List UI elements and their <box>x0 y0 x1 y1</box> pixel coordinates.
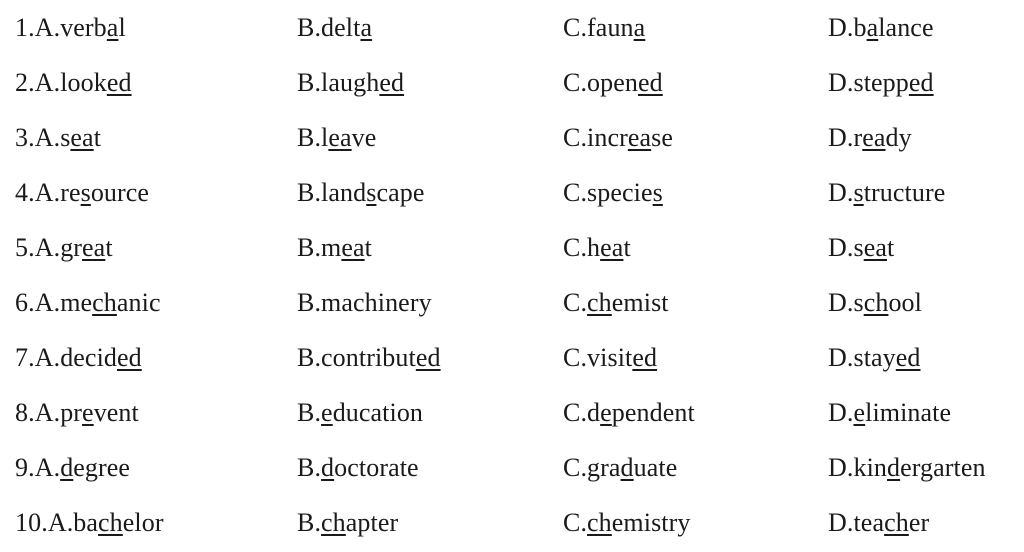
option-word <box>853 288 922 317</box>
underlined-sound: ed <box>908 68 934 97</box>
underlined-sound: ch <box>92 288 117 317</box>
word-part: se <box>651 123 674 152</box>
option-word <box>60 68 131 97</box>
option-9c <box>563 448 677 488</box>
word-part: decid <box>60 343 117 372</box>
option-1d <box>828 8 934 48</box>
underlined-sound: ea <box>328 123 352 152</box>
option-7a <box>15 338 142 378</box>
word-part: ducation <box>332 398 424 427</box>
underlined-sound: ea <box>600 233 624 262</box>
word-part: stepp <box>853 68 909 97</box>
word-part: faun <box>587 13 634 42</box>
word-part: t <box>93 123 102 152</box>
option-8d <box>828 393 951 433</box>
option-3d <box>828 118 912 158</box>
underlined-sound: ch <box>321 508 346 537</box>
word-part: specie <box>587 178 653 207</box>
option-letter: C. <box>563 13 588 42</box>
word-part: emist <box>611 288 669 317</box>
option-10d <box>828 503 929 543</box>
option-letter: B. <box>297 288 322 317</box>
option-letter: C. <box>563 178 588 207</box>
option-word <box>587 233 631 262</box>
option-4b <box>297 173 424 213</box>
option-word <box>587 288 669 317</box>
word-part: delt <box>321 13 361 42</box>
option-letter: A. <box>47 508 74 537</box>
option-3c <box>563 118 673 158</box>
word-part: anic <box>116 288 161 317</box>
question-number: 7. <box>15 343 35 372</box>
question-row-5 <box>0 228 1024 268</box>
option-letter: D. <box>828 343 854 372</box>
word-part: ve <box>351 123 377 152</box>
option-2a <box>15 63 132 103</box>
question-row-6 <box>0 283 1024 323</box>
option-letter: A. <box>34 453 61 482</box>
question-number: 3. <box>15 123 35 152</box>
word-part: t <box>886 233 895 262</box>
question-number: 8. <box>15 398 35 427</box>
word-part: dy <box>885 123 912 152</box>
option-10a <box>15 503 164 543</box>
option-word <box>60 398 139 427</box>
word-part: gr <box>60 233 83 262</box>
option-letter: D. <box>828 178 854 207</box>
option-word <box>853 343 920 372</box>
option-2b <box>297 63 404 103</box>
underlined-sound: e <box>853 398 866 427</box>
word-part: t <box>364 233 372 262</box>
word-part: land <box>321 178 367 207</box>
option-word <box>587 123 673 152</box>
word-part: apter <box>345 508 399 537</box>
option-letter: D. <box>828 508 854 537</box>
question-number: 5. <box>15 233 35 262</box>
option-word <box>853 68 933 97</box>
underlined-sound: ea <box>863 233 887 262</box>
option-word <box>853 233 894 262</box>
option-word <box>587 453 677 482</box>
option-8b <box>297 393 423 433</box>
option-10c <box>563 503 690 543</box>
question-row-8 <box>0 393 1024 433</box>
option-8c <box>563 393 695 433</box>
underlined-sound: e <box>321 398 333 427</box>
option-word <box>321 178 424 207</box>
option-letter: D. <box>828 398 854 427</box>
word-part: gra <box>587 453 621 482</box>
word-part: me <box>60 288 93 317</box>
question-row-1 <box>0 8 1024 48</box>
underlined-sound: a <box>360 13 373 42</box>
option-5a <box>15 228 113 268</box>
word-part: ool <box>888 288 922 317</box>
option-word <box>60 13 126 42</box>
underlined-sound: d <box>321 453 335 482</box>
word-part: kin <box>853 453 888 482</box>
question-row-2 <box>0 63 1024 103</box>
underlined-sound: ch <box>587 288 612 317</box>
question-row-3 <box>0 118 1024 158</box>
option-8a <box>15 393 139 433</box>
option-letter: A. <box>34 13 61 42</box>
option-5d <box>828 228 894 268</box>
underlined-sound: s <box>652 178 663 207</box>
option-3b <box>297 118 376 158</box>
option-9a <box>15 448 130 488</box>
option-6c <box>563 283 669 323</box>
option-word <box>321 343 441 372</box>
question-number: 4. <box>15 178 35 207</box>
word-part: l <box>321 123 329 152</box>
option-word <box>587 13 645 42</box>
option-word <box>321 68 404 97</box>
option-word <box>853 13 933 42</box>
question-row-9 <box>0 448 1024 488</box>
option-letter: D. <box>828 288 854 317</box>
option-9b <box>297 448 419 488</box>
word-part: l <box>118 13 126 42</box>
word-part: laugh <box>321 68 380 97</box>
option-6d <box>828 283 922 323</box>
word-part: cape <box>376 178 425 207</box>
option-letter: B. <box>297 68 322 97</box>
option-letter: A. <box>34 178 61 207</box>
word-part: ergarten <box>900 453 986 482</box>
option-6a <box>15 283 161 323</box>
option-2c <box>563 63 663 103</box>
option-word <box>321 13 372 42</box>
underlined-sound: ea <box>82 233 106 262</box>
question-number: 10. <box>15 508 48 537</box>
word-part: b <box>853 13 867 42</box>
option-1b <box>297 8 372 48</box>
option-letter: A. <box>34 68 61 97</box>
option-letter: B. <box>297 453 322 482</box>
option-letter: C. <box>563 343 588 372</box>
option-letter: C. <box>563 453 588 482</box>
underlined-sound: ch <box>884 508 909 537</box>
word-part: liminate <box>865 398 952 427</box>
question-number: 9. <box>15 453 35 482</box>
underlined-sound: ed <box>379 68 405 97</box>
option-letter: B. <box>297 508 322 537</box>
option-word <box>73 508 163 537</box>
option-letter: C. <box>563 288 588 317</box>
underlined-sound: ch <box>98 508 123 537</box>
option-3a <box>15 118 101 158</box>
question-row-4 <box>0 173 1024 213</box>
underlined-sound: ed <box>632 343 658 372</box>
option-6b <box>297 283 432 323</box>
option-letter: D. <box>828 68 854 97</box>
option-word <box>321 508 398 537</box>
word-part: d <box>587 398 601 427</box>
word-part: emistry <box>611 508 691 537</box>
word-part: machinery <box>321 288 432 317</box>
word-part: r <box>853 123 863 152</box>
word-part: lance <box>878 13 934 42</box>
word-part: ource <box>90 178 150 207</box>
option-9d <box>828 448 986 488</box>
word-part: visit <box>587 343 633 372</box>
option-letter: C. <box>563 398 588 427</box>
underlined-sound: e <box>82 398 94 427</box>
option-word <box>60 178 149 207</box>
option-letter: C. <box>563 508 588 537</box>
option-word <box>587 178 663 207</box>
option-4d <box>828 173 945 213</box>
underlined-sound: ch <box>587 508 612 537</box>
question-row-7 <box>0 338 1024 378</box>
option-word <box>853 123 911 152</box>
option-letter: A. <box>34 343 61 372</box>
underlined-sound: ed <box>415 343 441 372</box>
option-letter: C. <box>563 123 588 152</box>
word-part: h <box>587 233 601 262</box>
word-part: re <box>60 178 81 207</box>
underlined-sound: ea <box>70 123 94 152</box>
underlined-sound: a <box>106 13 119 42</box>
option-5c <box>563 228 631 268</box>
underlined-sound: a <box>633 13 646 42</box>
option-word <box>853 398 951 427</box>
option-7d <box>828 338 921 378</box>
option-word <box>60 233 112 262</box>
option-letter: D. <box>828 233 854 262</box>
underlined-sound: ch <box>863 288 889 317</box>
word-part: er <box>908 508 930 537</box>
word-part: s <box>60 123 71 152</box>
underlined-sound: d <box>620 453 634 482</box>
underlined-sound: ea <box>341 233 365 262</box>
underlined-sound: s <box>853 178 864 207</box>
option-letter: C. <box>563 68 588 97</box>
option-2d <box>828 63 934 103</box>
word-part: pendent <box>611 398 695 427</box>
option-word <box>587 508 690 537</box>
word-part: s <box>853 233 864 262</box>
question-number: 6. <box>15 288 35 317</box>
question-number: 1. <box>15 13 35 42</box>
option-letter: C. <box>563 233 588 262</box>
option-word <box>60 288 160 317</box>
option-1a <box>15 8 126 48</box>
word-part: tructure <box>863 178 946 207</box>
option-word <box>321 453 419 482</box>
option-word <box>853 178 945 207</box>
option-word <box>587 343 657 372</box>
option-word <box>321 398 423 427</box>
underlined-sound: d <box>60 453 74 482</box>
underlined-sound: ed <box>895 343 921 372</box>
word-part: uate <box>633 453 678 482</box>
option-letter: A. <box>34 123 61 152</box>
option-word <box>321 288 432 317</box>
word-part: pr <box>60 398 83 427</box>
option-letter: B. <box>297 123 322 152</box>
underlined-sound: ed <box>106 68 132 97</box>
option-letter: D. <box>828 13 854 42</box>
word-part: contribut <box>321 343 416 372</box>
word-part: t <box>623 233 631 262</box>
word-part: elor <box>122 508 164 537</box>
option-word <box>587 68 663 97</box>
option-letter: A. <box>34 288 61 317</box>
word-part: vent <box>93 398 139 427</box>
word-part: m <box>321 233 342 262</box>
option-word <box>587 398 695 427</box>
option-letter: B. <box>297 343 322 372</box>
option-word <box>853 508 929 537</box>
word-part: octorate <box>334 453 419 482</box>
word-part: look <box>60 68 107 97</box>
word-part: stay <box>853 343 896 372</box>
option-letter: B. <box>297 13 322 42</box>
option-word <box>60 453 130 482</box>
word-part: verb <box>60 13 107 42</box>
underlined-sound: s <box>80 178 91 207</box>
underlined-sound: d <box>887 453 901 482</box>
word-part: incr <box>587 123 628 152</box>
question-row-10 <box>0 503 1024 543</box>
option-7b <box>297 338 441 378</box>
question-number: 2. <box>15 68 35 97</box>
option-word <box>321 233 372 262</box>
option-word <box>60 343 142 372</box>
option-letter: B. <box>297 398 322 427</box>
word-part: egree <box>73 453 131 482</box>
option-letter: A. <box>34 233 61 262</box>
word-part: s <box>853 288 864 317</box>
option-word <box>321 123 376 152</box>
underlined-sound: ed <box>117 343 142 372</box>
option-4c <box>563 173 663 213</box>
option-5b <box>297 228 372 268</box>
underlined-sound: e <box>600 398 612 427</box>
underlined-sound: ea <box>862 123 886 152</box>
underlined-sound: ea <box>627 123 652 152</box>
underlined-sound: s <box>366 178 377 207</box>
underlined-sound: ed <box>638 68 663 97</box>
option-4a <box>15 173 149 213</box>
option-letter: D. <box>828 123 854 152</box>
option-7c <box>563 338 657 378</box>
underlined-sound: a <box>866 13 879 42</box>
option-10b <box>297 503 398 543</box>
word-part: open <box>587 68 638 97</box>
option-1c <box>563 8 645 48</box>
option-letter: A. <box>34 398 61 427</box>
word-part: tea <box>853 508 885 537</box>
option-word <box>60 123 101 152</box>
word-part: ba <box>73 508 99 537</box>
option-letter: D. <box>828 453 854 482</box>
option-word <box>853 453 985 482</box>
option-letter: B. <box>297 233 322 262</box>
option-letter: B. <box>297 178 322 207</box>
word-part: t <box>105 233 113 262</box>
